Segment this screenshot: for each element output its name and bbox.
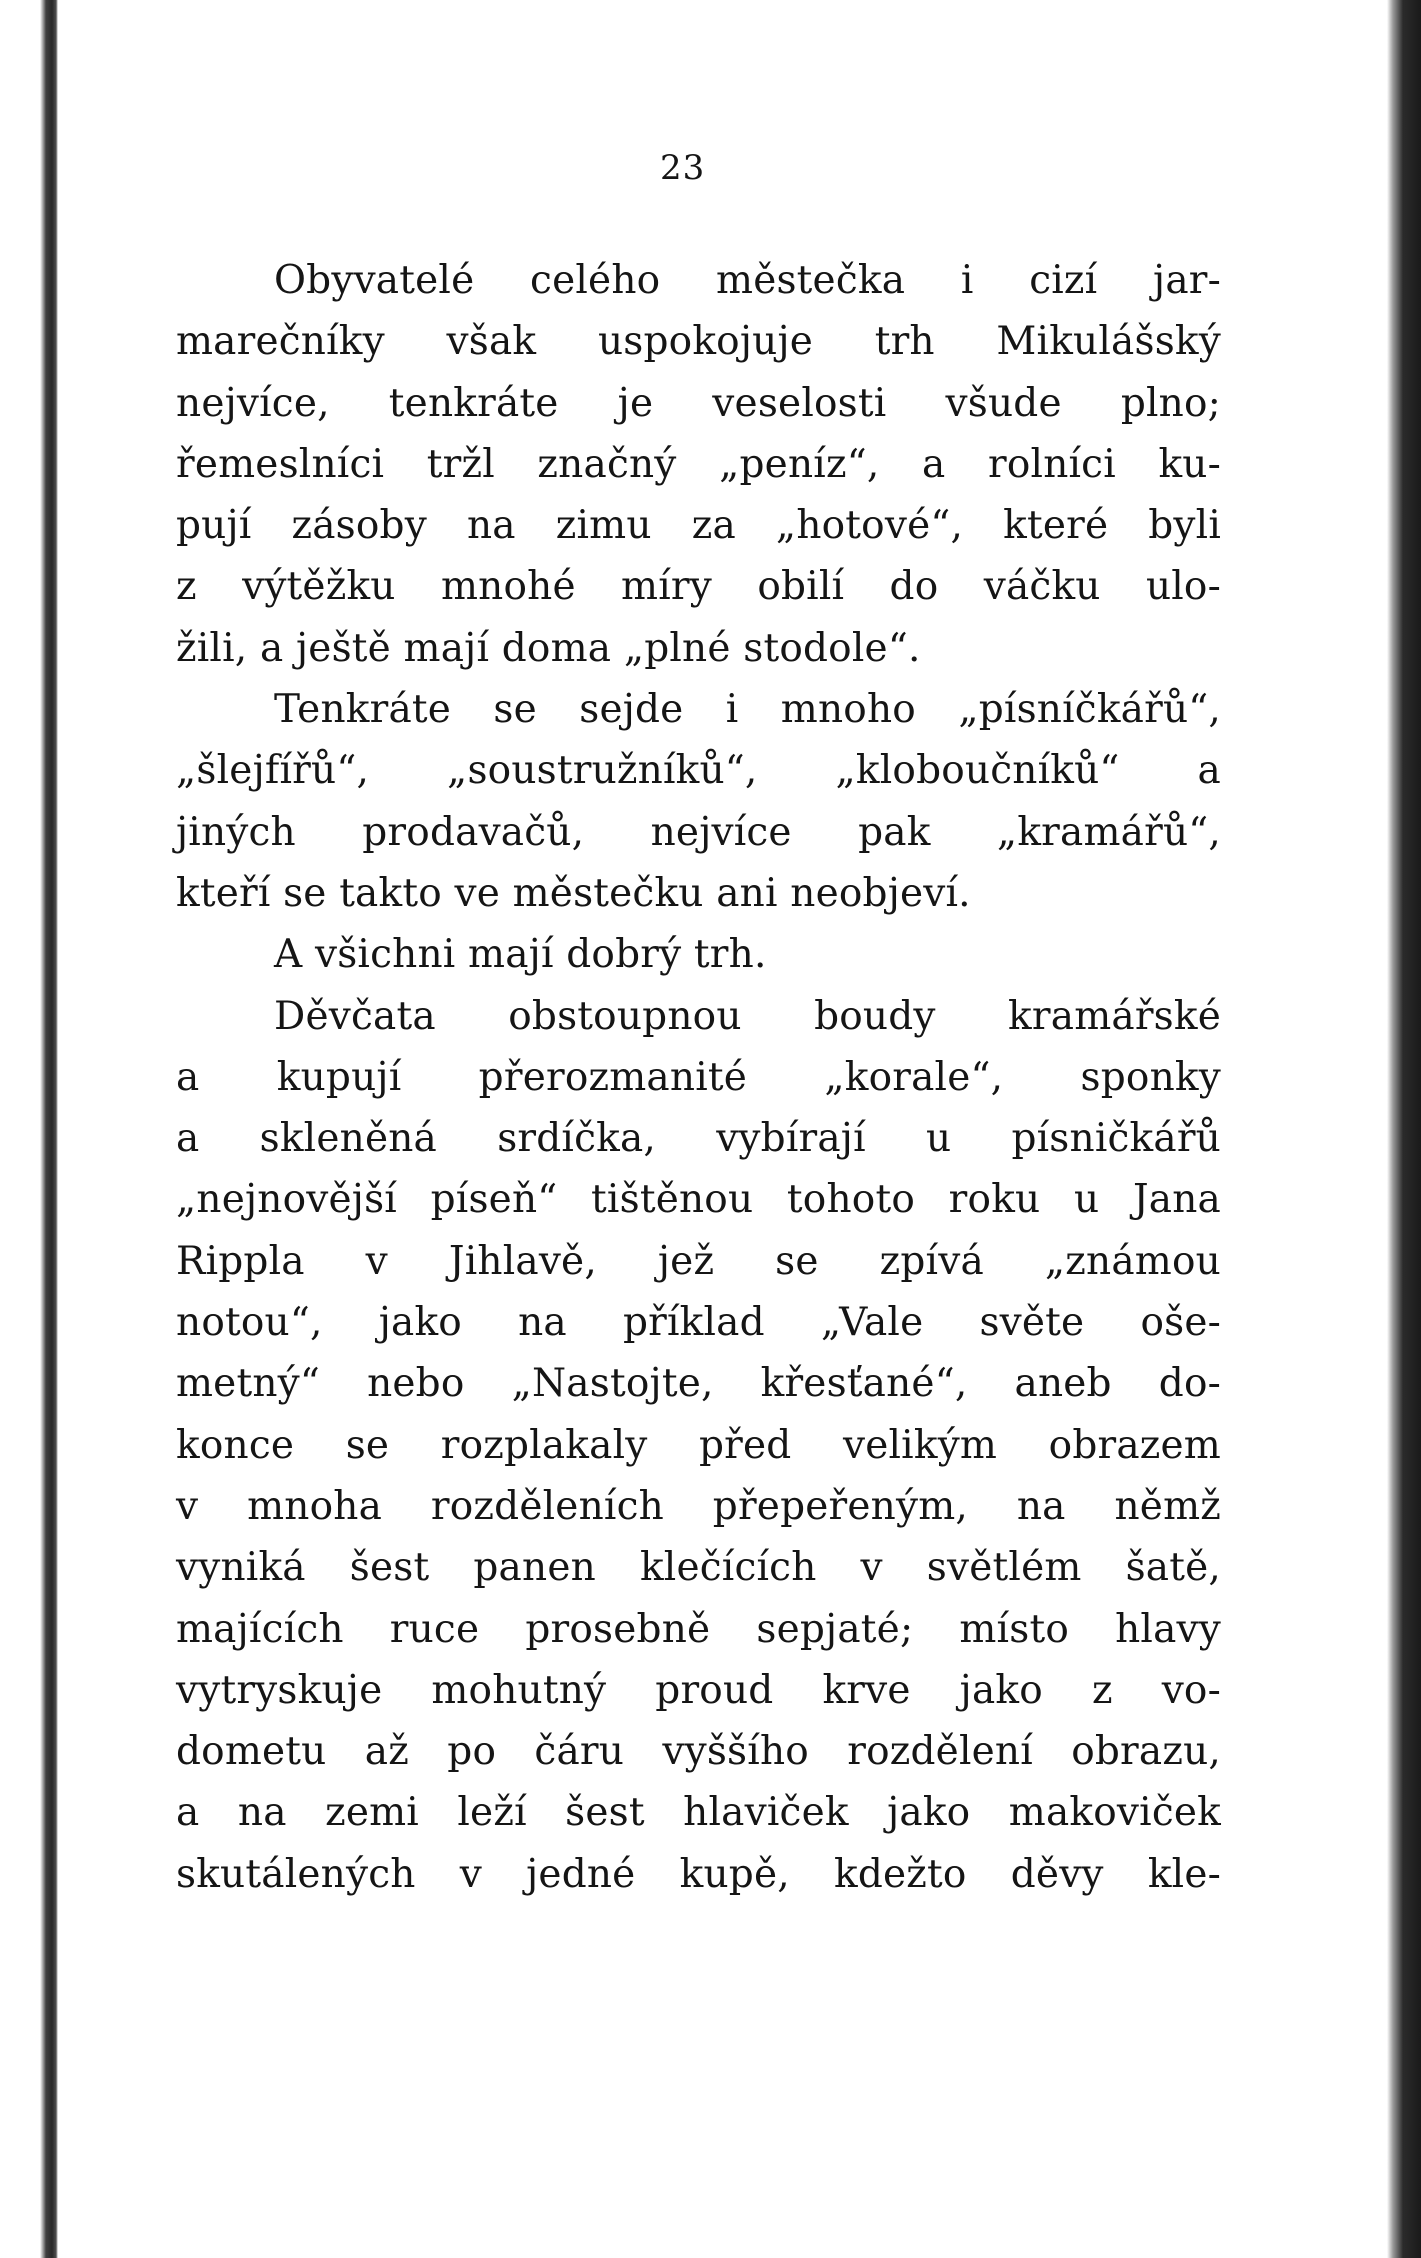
- text-line: vytryskuje mohutný proud krve jako z vo-: [176, 1667, 1221, 1713]
- text-line: a na zemi leží šest hlaviček jako makoviček: [176, 1790, 1221, 1836]
- paragraph: [176, 924, 1221, 985]
- text-line: „nejnovější píseň“ tištěnou tohoto roku u Jana: [176, 1177, 1221, 1223]
- text-line: z výtěžku mnohé míry obilí do váčku ulo-: [176, 564, 1221, 610]
- text-line: notou“, jako na příklad „Vale světe oše-: [176, 1300, 1221, 1346]
- text-line: a skleněná srdíčka, vybírají u písničkářů: [176, 1116, 1221, 1162]
- text-line: Děvčata obstoupnou boudy kramářské: [274, 993, 1221, 1039]
- text-line: vyniká šest panen klečících v světlém šatě,: [176, 1545, 1221, 1591]
- body-text: [176, 250, 1221, 1905]
- paragraph: [176, 250, 1221, 679]
- text-line: dometu až po čáru vyššího rozdělení obrazu,: [176, 1729, 1221, 1775]
- text-line: jiných prodavačů, nejvíce pak „kramářů“,: [176, 809, 1221, 855]
- text-line: „šlejfířů“, „soustružníků“, „kloboučníků“ a: [176, 748, 1221, 794]
- text-line: pují zásoby na zimu za „hotové“, které byli: [176, 503, 1221, 549]
- text-line: nejvíce, tenkráte je veselosti všude plno;: [176, 380, 1221, 426]
- text-line: skutálených v jedné kupě, kdežto děvy kle-: [176, 1851, 1221, 1897]
- text-line: žili, a ještě mají doma „plné stodole“.: [176, 625, 921, 671]
- text-line: majících ruce prosebně sepjaté; místo hlavy: [176, 1606, 1221, 1652]
- text-line: Rippla v Jihlavě, jež se zpívá „známou: [176, 1238, 1221, 1284]
- text-line: Tenkráte se sejde i mnoho „písníčkářů“,: [274, 687, 1221, 733]
- text-line: a kupují přerozmanité „korale“, sponky: [176, 1054, 1221, 1100]
- text-line: metný“ nebo „Nastojte, křesťané“, aneb do-: [176, 1361, 1221, 1407]
- text-line: konce se rozplakaly před velikým obrazem: [176, 1422, 1221, 1468]
- text-line: kteří se takto ve městečku ani neobjeví.: [176, 870, 971, 916]
- paragraph: [176, 679, 1221, 924]
- page-edge-shadow: [1387, 0, 1421, 2258]
- text-line: v mnoha rozděleních přepeřeným, na němž: [176, 1483, 1221, 1529]
- text-line: A všichni mají dobrý trh.: [274, 932, 767, 978]
- page-number: 23: [660, 148, 706, 188]
- text-line: marečníky však uspokojuje trh Mikulášský: [176, 319, 1221, 365]
- text-line: Obyvatelé celého městečka i cizí jar-: [274, 258, 1221, 303]
- paragraph: [176, 986, 1221, 1905]
- page-binding-shadow: [0, 0, 58, 2258]
- text-line: řemeslníci tržl značný „peníz“, a rolníci ku-: [176, 441, 1221, 487]
